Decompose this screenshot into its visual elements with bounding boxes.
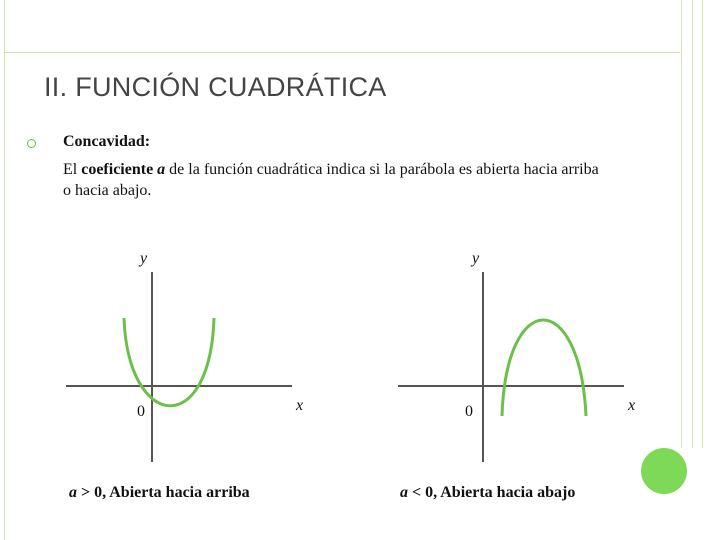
paragraph-part1: El <box>63 161 82 178</box>
caption-left <box>69 484 250 502</box>
caption-text: > 0, Abierta hacia arriba <box>77 484 250 501</box>
caption-var: a <box>400 484 408 501</box>
caption-right <box>400 484 575 502</box>
paragraph-bold: coeficiente <box>81 161 158 178</box>
slide-title: II. FUNCIÓN CUADRÁTICA <box>44 72 387 102</box>
caption-text: < 0, Abierta hacia abajo <box>408 484 576 501</box>
parabola-up-curve <box>124 318 214 406</box>
graph-left <box>66 250 303 462</box>
graph-right <box>398 250 635 462</box>
origin-label: 0 <box>465 403 473 420</box>
y-axis-label: y <box>472 250 480 267</box>
caption-var: a <box>69 484 77 501</box>
x-axis-label: x <box>296 397 304 414</box>
x-axis-label: x <box>628 397 636 414</box>
bullet-heading: Concavidad: <box>63 133 151 150</box>
parabola-down-curve <box>502 320 586 416</box>
paragraph-part2: de la función cuadrática indica si la parábola es abierta hacia arriba o hacia abajo. <box>63 161 599 199</box>
paragraph-coefficient: a <box>157 161 166 178</box>
y-axis-label: y <box>140 250 148 267</box>
origin-label: 0 <box>137 403 145 420</box>
